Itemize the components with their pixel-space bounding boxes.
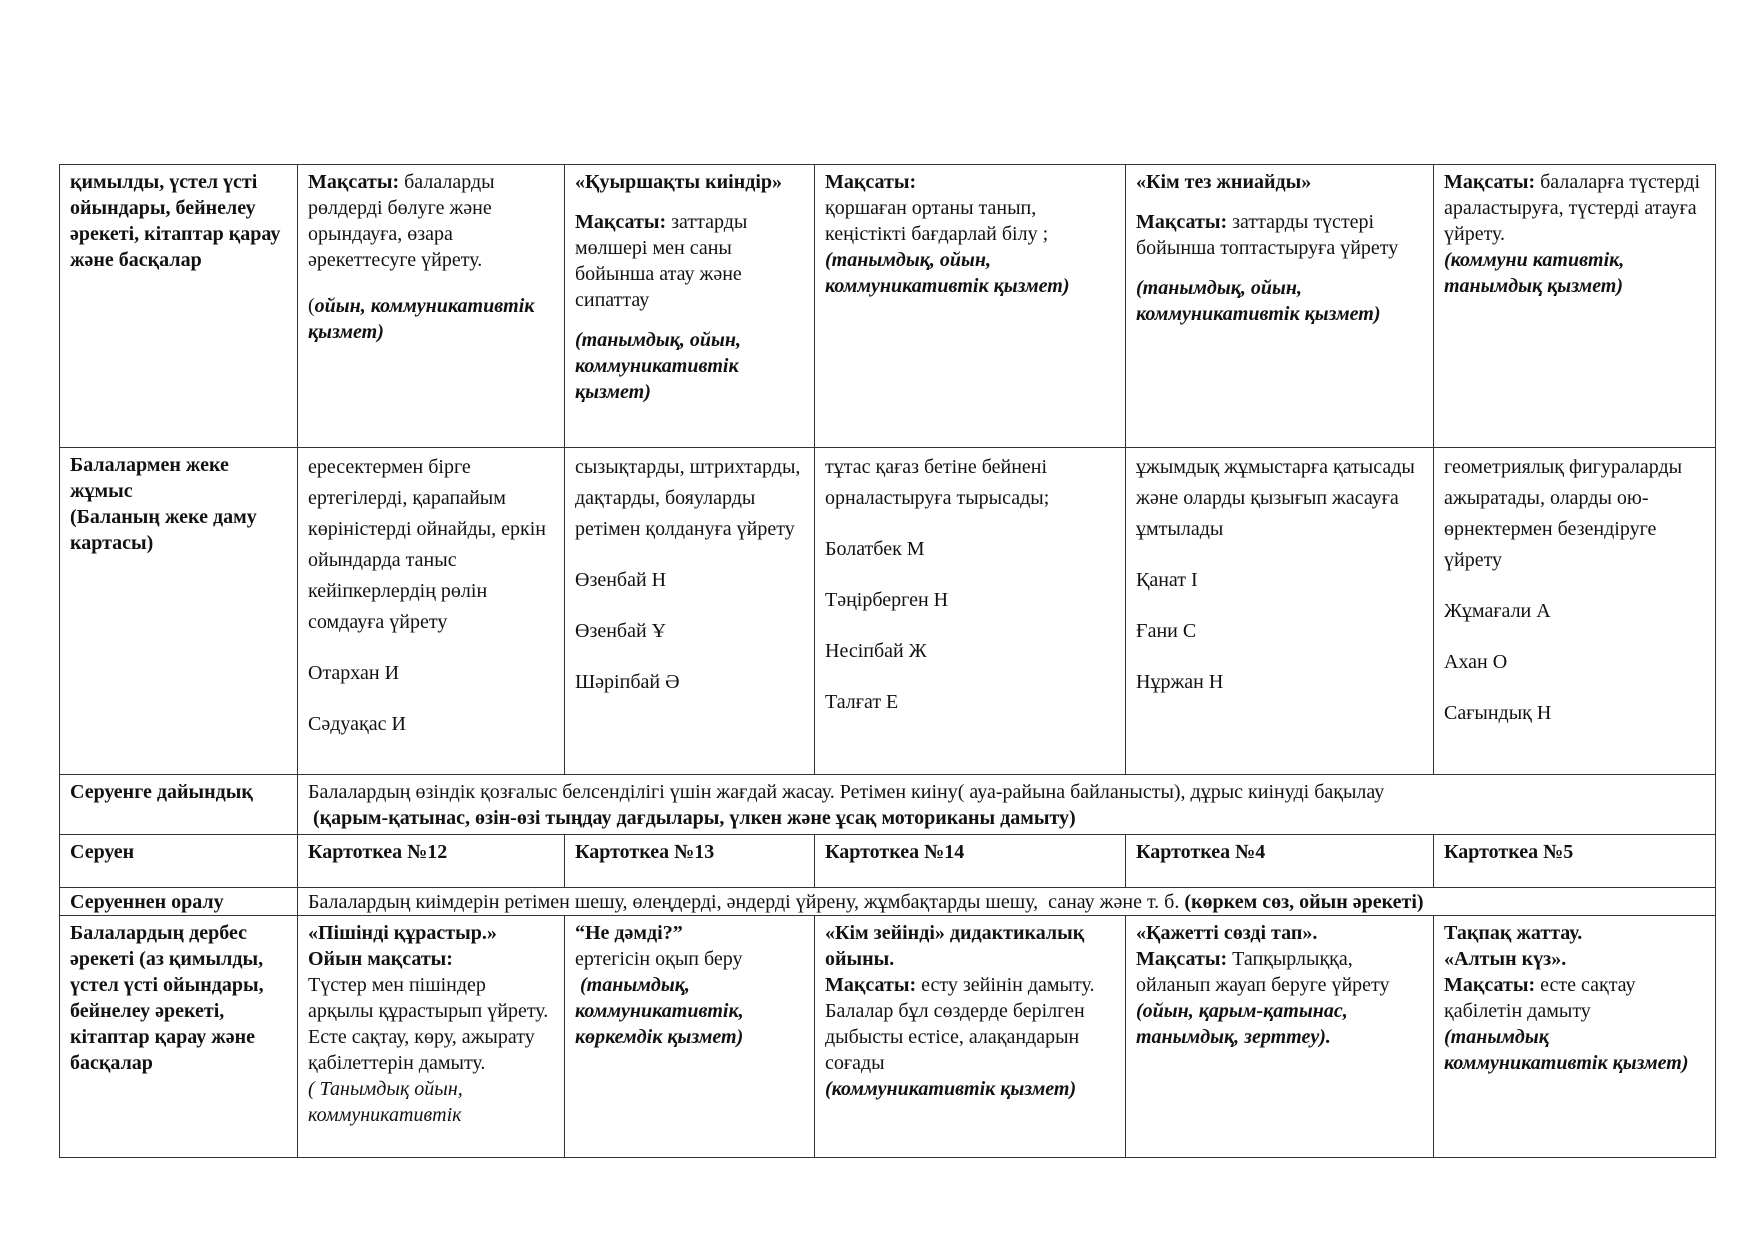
child-name: Ғани С xyxy=(1136,620,1197,642)
poem-title: «Алтын күз». xyxy=(1444,948,1567,970)
child-name: Сәдуақас И xyxy=(308,713,406,735)
game-title: «Кім зейінді» дидактикалық ойыны. xyxy=(825,922,1085,970)
cell-tue xyxy=(565,916,815,1158)
task-text: сызықтарды, штрихтарды, дақтарды, бояуларды ретімен қолдануға үйрету xyxy=(575,456,801,540)
child-name: Тәңірберген Н xyxy=(825,589,949,611)
cell-wed xyxy=(815,448,1126,775)
goal-text: ертегісін оқып беру xyxy=(575,948,743,970)
row-label-subtext: (Баланың жеке даму картасы) xyxy=(70,506,257,554)
cell-wed xyxy=(815,165,1126,448)
child-name: Нұржан Н xyxy=(1136,671,1224,693)
row-label xyxy=(60,916,298,1158)
goal-text: заттарды мөлшері мен саны бойынша атау және сипаттау xyxy=(575,211,748,311)
row-label-text: Балалардың дербес әрекеті (аз қимылды, үстел үсті ойындары, бейнелеу әрекеті, кітаптар қарау және басқалар xyxy=(70,922,264,1074)
return-text: Балалардың киімдерін ретімен шешу, өлеңдерді, әндерді үйрену, жұмбақтарды шешу, санау және т. б. xyxy=(308,891,1185,913)
game-title: «Қажетті сөзді тап». xyxy=(1136,922,1318,944)
activity-note: (танымдық, ойын, коммуникативтік қызмет) xyxy=(575,329,741,403)
row-independent xyxy=(60,916,1716,1158)
walk-card xyxy=(1434,835,1716,888)
walk-prep-cell xyxy=(298,775,1716,835)
cell-mon xyxy=(298,165,565,448)
row-walk xyxy=(60,835,1716,888)
walk-card-label: Картоткеа №4 xyxy=(1136,841,1266,863)
plan-table xyxy=(59,164,1716,1158)
goal-label: Мақсаты: xyxy=(1136,948,1228,970)
walk-prep-note: (қарым-қатынас, өзін-өзі тыңдау дағдылары, үлкен және ұсақ моториканы дамыту) xyxy=(308,807,1076,829)
goal-text: Түстер мен пішіндер арқылы құрастырып үйрету. Есте сақтау, көру, ажырату қабілеттерін дамыту. xyxy=(308,974,549,1074)
walk-card xyxy=(565,835,815,888)
game-title: “Не дәмді?” xyxy=(575,922,683,944)
note-paren: ( xyxy=(308,295,315,317)
cell-fri xyxy=(1434,165,1716,448)
activity-note: (коммуникативтік қызмет) xyxy=(825,1078,1077,1100)
game-title: «Кім тез жниайды» xyxy=(1136,171,1312,193)
walk-card-label: Картоткеа №13 xyxy=(575,841,715,863)
cell-thu xyxy=(1126,448,1434,775)
activity-note: (танымдық, ойын, коммуникативтік қызмет) xyxy=(825,249,1070,297)
child-name: Несіпбай Ж xyxy=(825,640,927,662)
activity-note: (танымдық, ойын, коммуникативтік қызмет) xyxy=(1136,277,1381,325)
row-return xyxy=(60,888,1716,916)
goal-text: Тапқырлыққа, ойланып жауап беруге үйрету xyxy=(1136,948,1390,996)
goal-text: балаларға түстерді араластыруға, түстерді атауға үйрету. xyxy=(1444,171,1701,245)
row-individual-work xyxy=(60,448,1716,775)
cell-tue xyxy=(565,448,815,775)
walk-prep-text: Балалардың өзіндік қозғалыс белсенділігі үшін жағдай жасау. Ретімен киіну( ауа-райына байланысты), дұрыс киінуді бақылау xyxy=(308,781,1385,803)
return-cell xyxy=(298,888,1716,916)
row-label xyxy=(60,888,298,916)
cell-fri xyxy=(1434,916,1716,1158)
task-text: ұжымдық жұмыстарға қатысады және оларды қызығып жасауға ұмтылады xyxy=(1136,456,1415,540)
goal-text: балаларды рөлдерді бөлуге және орындауға, өзара әрекеттесуге үйрету. xyxy=(308,171,495,271)
game-title: «Пішінді құрастыр.» xyxy=(308,922,497,944)
task-text: тұтас қағаз бетіне бейнені орналастыруға тырысады; xyxy=(825,456,1050,509)
goal-label: Мақсаты: xyxy=(1444,974,1536,996)
game-title: Тақпақ жаттау. xyxy=(1444,922,1583,944)
cell-mon xyxy=(298,448,565,775)
row-label xyxy=(60,165,298,448)
task-text: геометриялық фигураларды ажыратады, оларды ою-өрнектермен безендіруге үйрету xyxy=(1444,456,1683,571)
row-label xyxy=(60,835,298,888)
row-label-text: қимылды, үстел үсті ойындары, бейнелеу әрекеті, кітаптар қарау және басқалар xyxy=(70,171,281,271)
cell-content xyxy=(308,920,554,1154)
child-name: Шәріпбай Ә xyxy=(575,671,680,693)
child-name: Жұмағали А xyxy=(1444,600,1551,622)
walk-card-label: Картоткеа №5 xyxy=(1444,841,1574,863)
cell-mon xyxy=(298,916,565,1158)
cell-wed xyxy=(815,916,1126,1158)
goal-label: Ойын мақсаты: xyxy=(308,948,453,970)
activity-note: (коммуни кативтік, танымдық қызмет) xyxy=(1444,249,1625,297)
child-name: Ахан О xyxy=(1444,651,1508,673)
activity-note: (танымдық, коммуникативтік, көркемдік қызмет) xyxy=(575,974,744,1048)
goal-text: қоршаған ортаны танып, кеңістікті бағдарлай білу ; xyxy=(825,197,1049,245)
walk-card xyxy=(815,835,1126,888)
child-name: Талғат Е xyxy=(825,691,899,713)
goal-label: Мақсаты: xyxy=(825,974,917,996)
goal-text: заттарды түстері бойынша топтастыруға үйрету xyxy=(1136,211,1399,259)
goal-text-extra: Балалар бұл сөздерде берілген дыбысты естісе, алақандарын соғады xyxy=(825,1000,1085,1074)
game-title: «Қуыршақты киіндір» xyxy=(575,171,783,193)
walk-card xyxy=(1126,835,1434,888)
goal-text: есте сақтау қабілетін дамыту xyxy=(1444,974,1636,1022)
activity-note: (танымдық коммуникативтік қызмет) xyxy=(1444,1026,1689,1074)
cell-thu xyxy=(1126,165,1434,448)
row-label xyxy=(60,448,298,775)
row-games xyxy=(60,165,1716,448)
cell-tue xyxy=(565,165,815,448)
goal-label: Мақсаты: xyxy=(308,171,400,193)
row-label-text: Балалармен жеке жұмыс xyxy=(70,454,229,502)
walk-card-label: Картоткеа №12 xyxy=(308,841,448,863)
goal-label: Мақсаты: xyxy=(575,211,667,233)
goal-label: Мақсаты: xyxy=(825,171,917,193)
activity-note: (ойын, қарым-қатынас, танымдық, зерттеу). xyxy=(1136,1000,1348,1048)
goal-text: есту зейінін дамыту. xyxy=(916,974,1095,996)
row-label-text: Серуенге дайындық xyxy=(70,781,253,803)
walk-card xyxy=(298,835,565,888)
row-label-text: Серуен xyxy=(70,841,135,863)
row-walk-prep xyxy=(60,775,1716,835)
row-label xyxy=(60,775,298,835)
goal-label: Мақсаты: xyxy=(1444,171,1536,193)
walk-card-label: Картоткеа №14 xyxy=(825,841,965,863)
return-note: (көркем сөз, ойын әрекеті) xyxy=(1184,891,1424,913)
child-name: Қанат І xyxy=(1136,569,1198,591)
child-name: Болатбек М xyxy=(825,538,925,560)
cell-fri xyxy=(1434,448,1716,775)
activity-note: ойын, коммуникативтік қызмет) xyxy=(308,295,535,343)
row-label-text: Серуеннен оралу xyxy=(70,891,224,913)
goal-label: Мақсаты: xyxy=(1136,211,1228,233)
child-name: Өзенбай Ұ xyxy=(575,620,667,642)
child-name: Сағындық Н xyxy=(1444,702,1552,724)
cell-thu xyxy=(1126,916,1434,1158)
task-text: ересектермен бірге ертегілерді, қарапайым көріністерді ойнайды, еркін ойындарда таныс кейіпкерлердің рөлін сомдауға үйрету xyxy=(308,456,546,633)
activity-note: ( Танымдық ойын, коммуникативтік xyxy=(308,1078,463,1126)
child-name: Өзенбай Н xyxy=(575,569,667,591)
child-name: Отархан И xyxy=(308,662,400,684)
